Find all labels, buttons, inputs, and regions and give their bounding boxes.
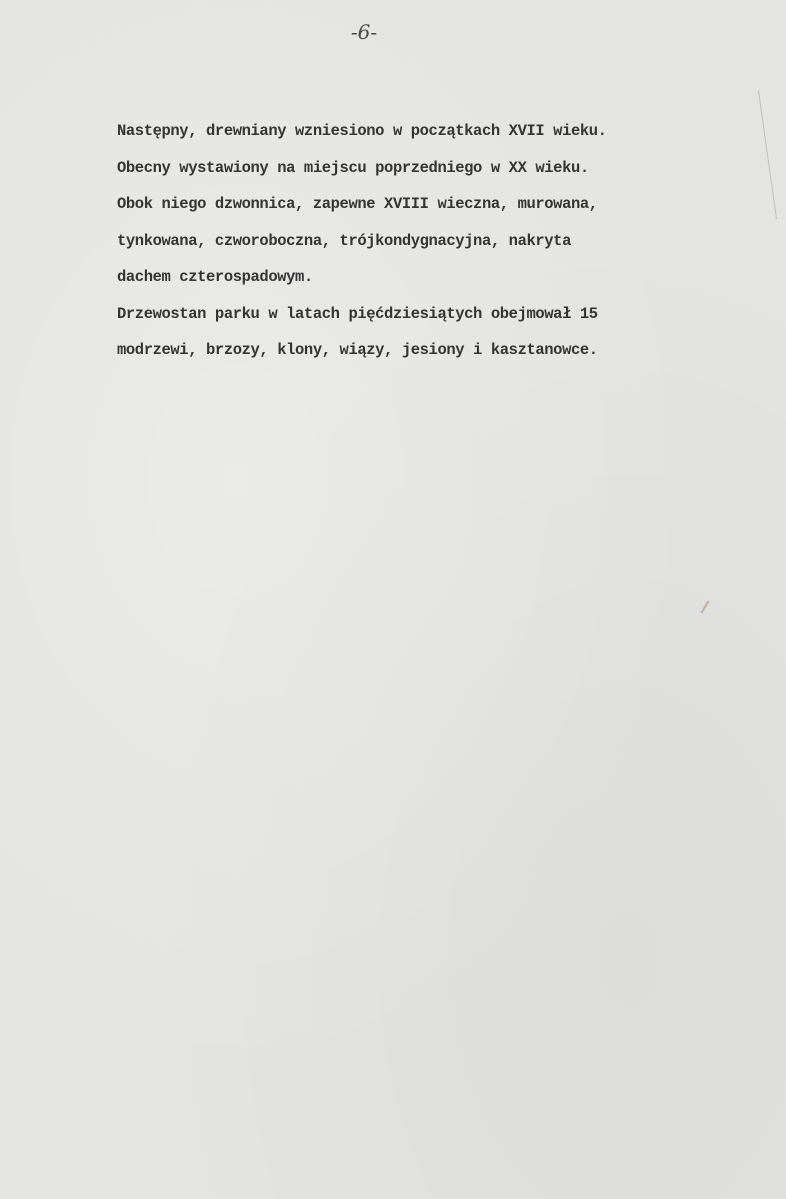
text-line: Następny, drewniany wzniesiono w początkach XVII wieku. [117,122,607,140]
text-line: Obok niego dzwonnica, zapewne XVIII wieczna, murowana, [117,195,598,213]
text-line: Drzewostan parku w latach pięćdziesiątych obejmował 15 [117,304,598,323]
page-number: -6- [350,20,378,44]
text-line: Obecny wystawiony na miejscu poprzedniego w XX wieku. [117,158,589,177]
text-line: modrzewi, brzozy, klony, wiązy, jesiony i kasztanowce. [117,341,598,359]
typed-paragraph [117,113,737,369]
paper-edge-mark [756,90,777,219]
text-line: tynkowana, czworoboczna, trójkondygnacyjna, nakryta [117,231,571,250]
text-line: dachem czterospadowym. [117,268,313,286]
paper-stain [701,600,710,613]
